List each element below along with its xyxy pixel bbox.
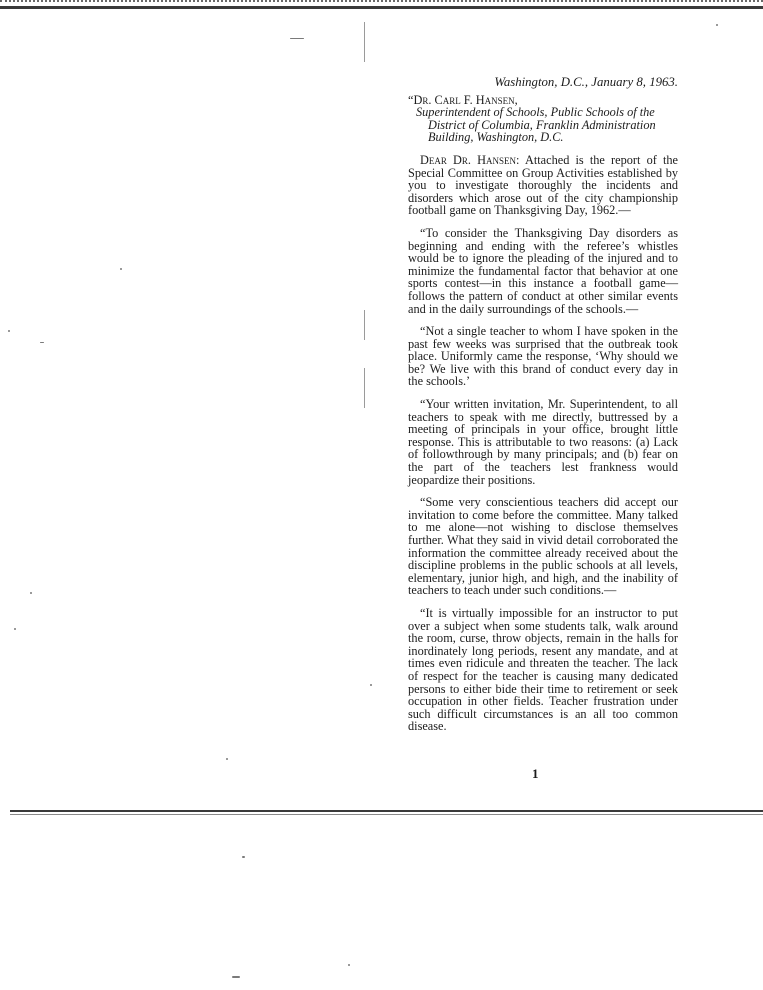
letter-column xyxy=(408,76,678,743)
bottom-page-rule xyxy=(10,810,763,812)
scan-speck xyxy=(14,628,16,630)
bottom-page-rule-thin xyxy=(10,814,763,815)
page-number: 1 xyxy=(532,766,539,781)
scan-speck xyxy=(242,856,245,858)
body-paragraph: “Some very conscientious teachers did accept our invitation to come before the committee. Many talked to me alone—not wishing to disclose themselves further. What they said in vivid detail corroborated the information the committee already received about the discipline problems in the public schools at all levels, elementary, junior high, and high, and the inability of teachers to teach under such conditions.— xyxy=(408,495,678,598)
opening-paragraph xyxy=(408,154,678,217)
scan-speck xyxy=(348,964,350,966)
scan-speck xyxy=(226,758,228,760)
body-paragraph: “Your written invitation, Mr. Superintendent, to all teachers to speak with me directly, buttressed by a meeting of principals in your office, brought little response. This is attributable to two reasons: (a) Lack of followthrough by many principals; and (b) fear on the part of the teachers lest frankness would jeopardize their positions. xyxy=(408,397,678,487)
scan-speck xyxy=(290,38,304,39)
scan-speck xyxy=(40,342,44,343)
scan-speck xyxy=(716,24,718,26)
body-paragraph: “Not a single teacher to whom I have spoken in the past few weeks was surprised that the outbreak took place. Uniformly came the response, ‘Why should we be? We live with this brand of conduct every day in the schools.’ xyxy=(408,324,678,389)
top-dotted-edge xyxy=(0,0,763,4)
recipient-name: “Dr. Carl F. Hansen, xyxy=(408,92,518,107)
gutter-line xyxy=(364,368,365,408)
scan-speck xyxy=(232,976,240,978)
scan-speck xyxy=(8,330,10,332)
scan-speck xyxy=(120,268,122,270)
scan-speck xyxy=(30,592,32,594)
opening-paragraph-text: Attached is the report of the Special Committee on Group Activities established by you to investigate thoroughly the incidents and disorders which arose out of the city championship football game on Thanksgiving Day, 1962.— xyxy=(408,152,678,218)
scan-speck xyxy=(370,684,372,686)
salutation: Dear Dr. Hansen: xyxy=(420,152,520,167)
dateline: Washington, D.C., January 8, 1963. xyxy=(494,75,678,89)
recipient-title: Superintendent of Schools, Public Schools of the District of Columbia, Franklin Administration Building, Washington, D.C. xyxy=(416,105,656,145)
top-page-rule xyxy=(0,6,763,9)
body-paragraph: “It is virtually impossible for an instructor to put over a subject when some students talk, walk around the room, curse, throw objects, remain in the halls for inordinately long periods, resent any mandate, and at times even ridicule and threaten the teacher. The lack of respect for the teacher is causing many dedicated persons to either bide their time to retirement or seek occupation in other fields. Teacher frustration under such difficult circumstances is an all too common disease. xyxy=(408,605,678,734)
body-paragraph: “To consider the Thanksgiving Day disorders as beginning and ending with the referee’s whistles would be to ignore the pleading of the injured and to minimize the fundamental factor that behavior at one sports contest—in this instance a football game—follows the pattern of conduct at other similar events and in the daily surroundings of the schools.— xyxy=(408,225,678,316)
gutter-line xyxy=(364,310,365,340)
gutter-line xyxy=(364,22,365,62)
